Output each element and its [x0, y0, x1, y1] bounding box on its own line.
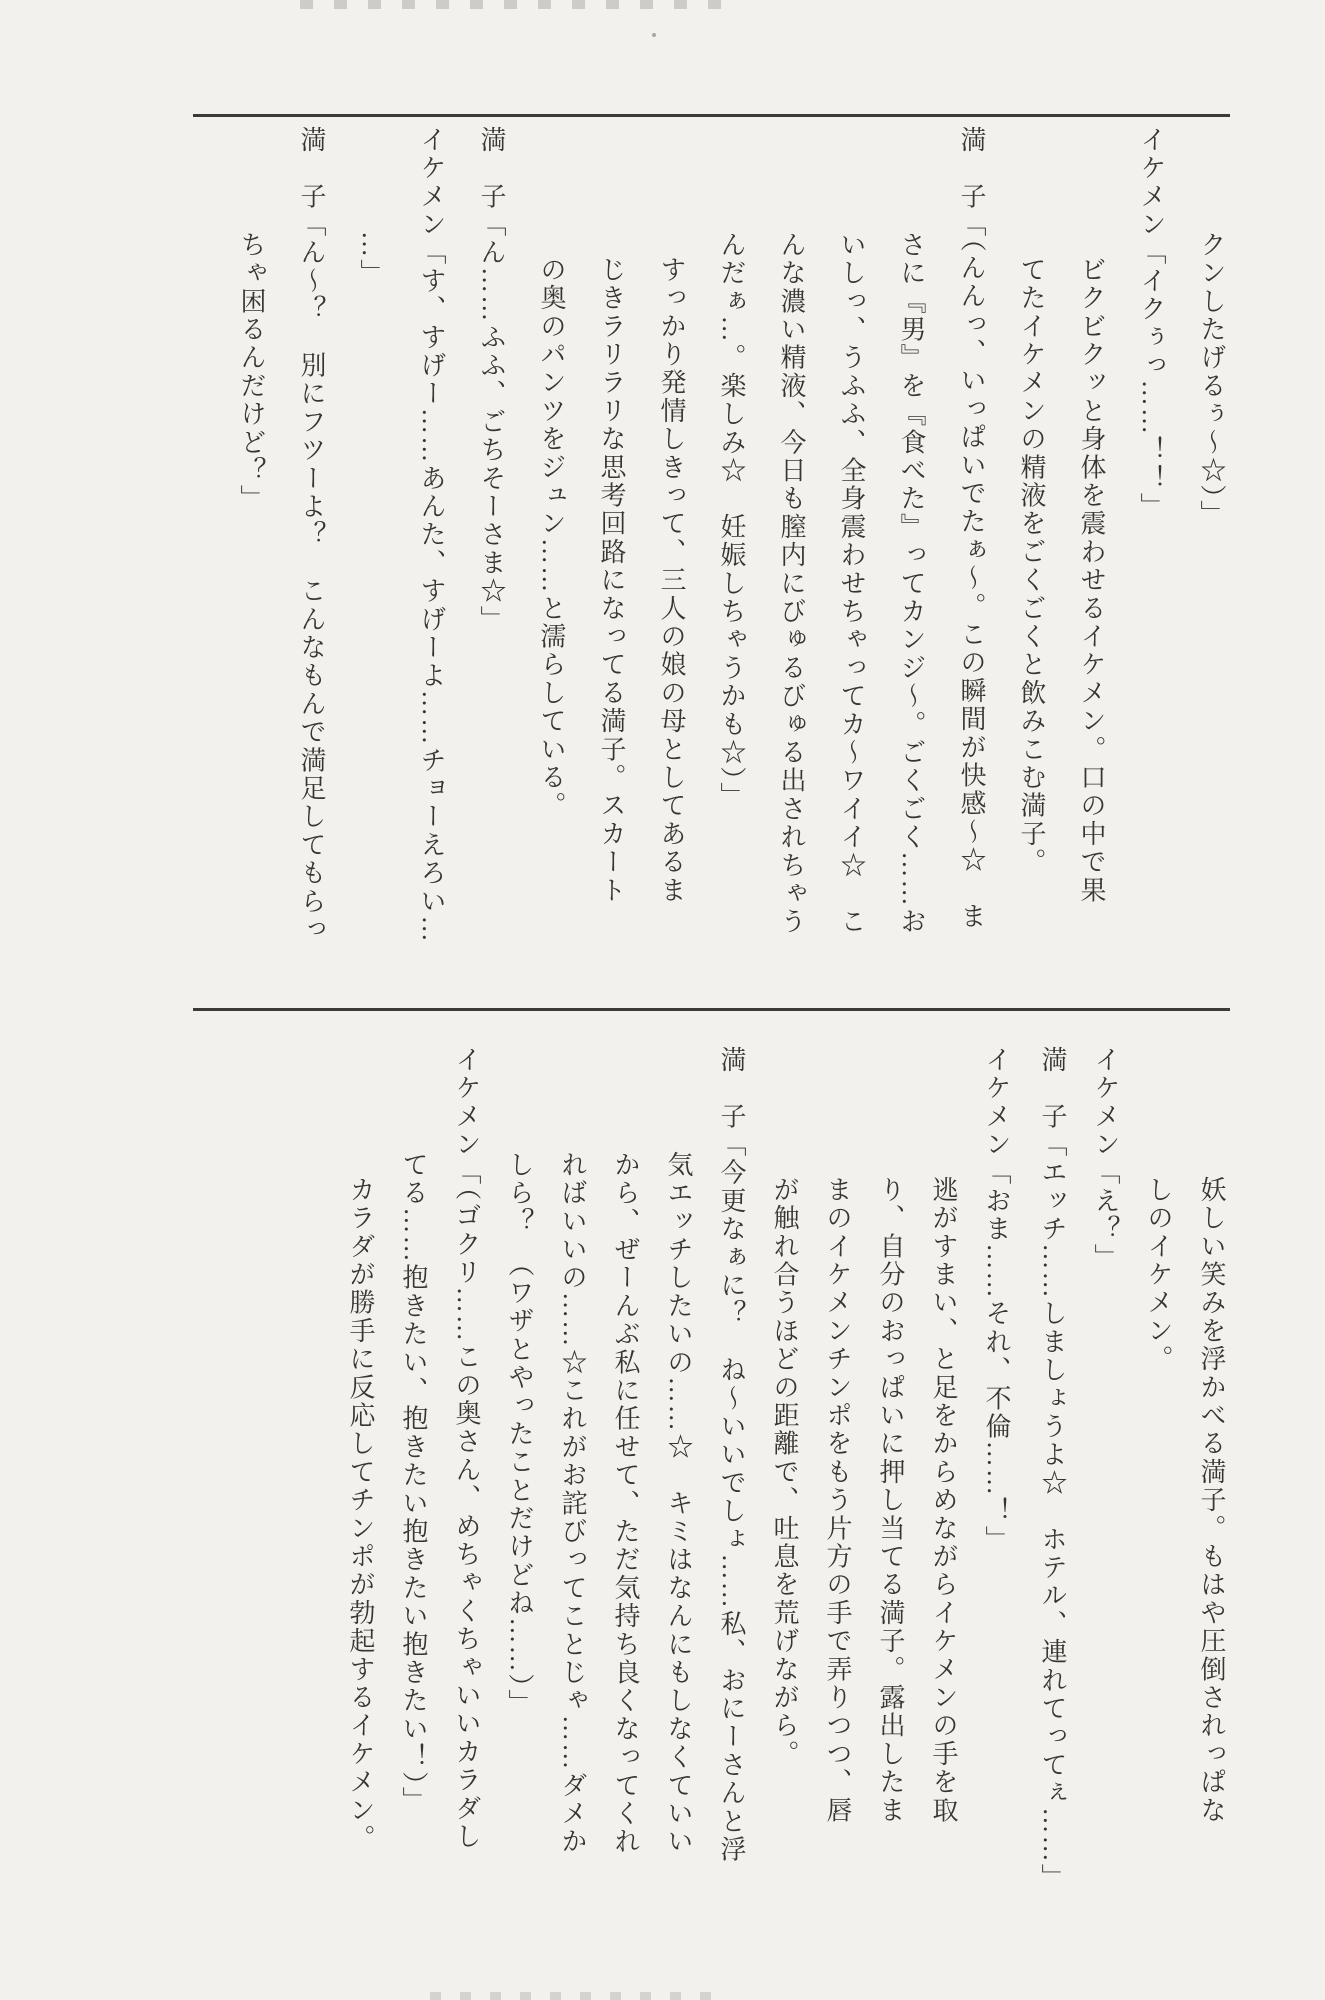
narration-line: の奥のパンツをジュン……と濡らしている。	[537, 256, 566, 820]
dialogue-continuation-line: んな濃い精液、今日も膣内にびゅるびゅる出されちゃう	[777, 231, 806, 936]
dialogue-continuation-line: しら？ （ワザとやったことだけどね……）」	[505, 1151, 534, 1718]
dialogue-speaker-line: 満 子「（んんっ、いっぱいでたぁ～。この瞬間が快感～☆ ま	[957, 126, 986, 931]
dialogue-continuation-line: ちゃ困るんだけど？」	[237, 231, 266, 513]
narration-line: ビクビクッと身体を震わせるイケメン。口の中で果	[1077, 256, 1106, 905]
script-section-bottom	[321, 1046, 1225, 1916]
narration-line: り、自分のおっぱいに押し当てる満子。露出したま	[876, 1176, 905, 1825]
dialogue-continuation-line: いしっ、うふふ、全身震わせちゃってカ～ワイイ☆ こ	[837, 231, 866, 936]
narration-line: が触れ合うほどの距離で、吐息を荒げながら。	[770, 1176, 799, 1769]
dialogue-speaker-line: 満 子「今更なぁに？ ね～いいでしょ……私、おにーさんと浮	[717, 1046, 746, 1864]
narration-line: カラダが勝手に反応してチンポが勃起するイケメン。	[346, 1176, 375, 1853]
dialogue-speaker-line: 満 子「ん……ふふ、ごちそーさま☆」	[477, 126, 506, 634]
dialogue-continuation-line: ればいいの……☆これがお詫びってことじゃ……ダメか	[558, 1151, 587, 1856]
divider-rule-middle	[193, 1008, 1230, 1011]
dialogue-speaker-line: 満 子「ん～？ 別にフツーよ？ こんなもんで満足してもらっ	[297, 126, 326, 944]
narration-line: 逃がすまい、と足をからめながらイケメンの手を取	[929, 1176, 958, 1825]
dialogue-continuation-line: から、ぜーんぶ私に任せて、ただ気持ち良くなってくれ	[611, 1151, 640, 1856]
dialogue-continuation-line: 気エッチしたいの……☆ キミはなんにもしなくていい	[664, 1151, 693, 1856]
dialogue-continuation-line: てる……抱きたい、抱きたい抱きたい抱きたい！）」	[399, 1151, 428, 1815]
divider-rule-top	[193, 114, 1230, 117]
scan-artifact	[430, 1992, 720, 2000]
dialogue-speaker-line: イケメン「おま……それ、不倫……！」	[982, 1046, 1011, 1554]
dialogue-speaker-line: イケメン「す、すげー……あんた、すげーよ……チョーえろい…	[417, 126, 446, 944]
scan-artifact	[300, 0, 730, 9]
script-section-top	[205, 126, 1225, 986]
dialogue-speaker-line: イケメン「イクぅっ……！！」	[1137, 126, 1166, 521]
narration-line: すっかり発情しきって、三人の娘の母としてあるま	[657, 256, 686, 905]
narration-line: じきラリラリな思考回路になってる満子。スカート	[597, 256, 626, 905]
narration-line: 妖しい笑みを浮かべる満子。もはや圧倒されっぱな	[1197, 1176, 1226, 1825]
narration-line: しのイケメン。	[1144, 1176, 1173, 1374]
dialogue-continuation-line: クンしたげるぅ～☆）」	[1197, 231, 1226, 529]
dialogue-speaker-line: イケメン「（ゴクリ……この奥さん、めちゃくちゃいいカラダし	[452, 1046, 481, 1851]
scan-artifact	[652, 33, 656, 37]
narration-line: てたイケメンの精液をごくごくと飲みこむ満子。	[1017, 256, 1046, 877]
narration-line: まのイケメンチンポをもう片方の手で弄りつつ、唇	[823, 1176, 852, 1825]
dialogue-speaker-line: イケメン「え？」	[1091, 1046, 1120, 1272]
dialogue-speaker-line: 満 子「エッチ……しましょうよ☆ ホテル、連れてってぇ……」	[1038, 1046, 1067, 1892]
dialogue-continuation-line: さに『男』を『食べた』ってカンジ～。ごくごく……お	[897, 231, 926, 936]
dialogue-continuation-line: …」	[357, 231, 386, 288]
dialogue-continuation-line: んだぁ…。楽しみ☆ 妊娠しちゃうかも☆）」	[717, 231, 746, 811]
